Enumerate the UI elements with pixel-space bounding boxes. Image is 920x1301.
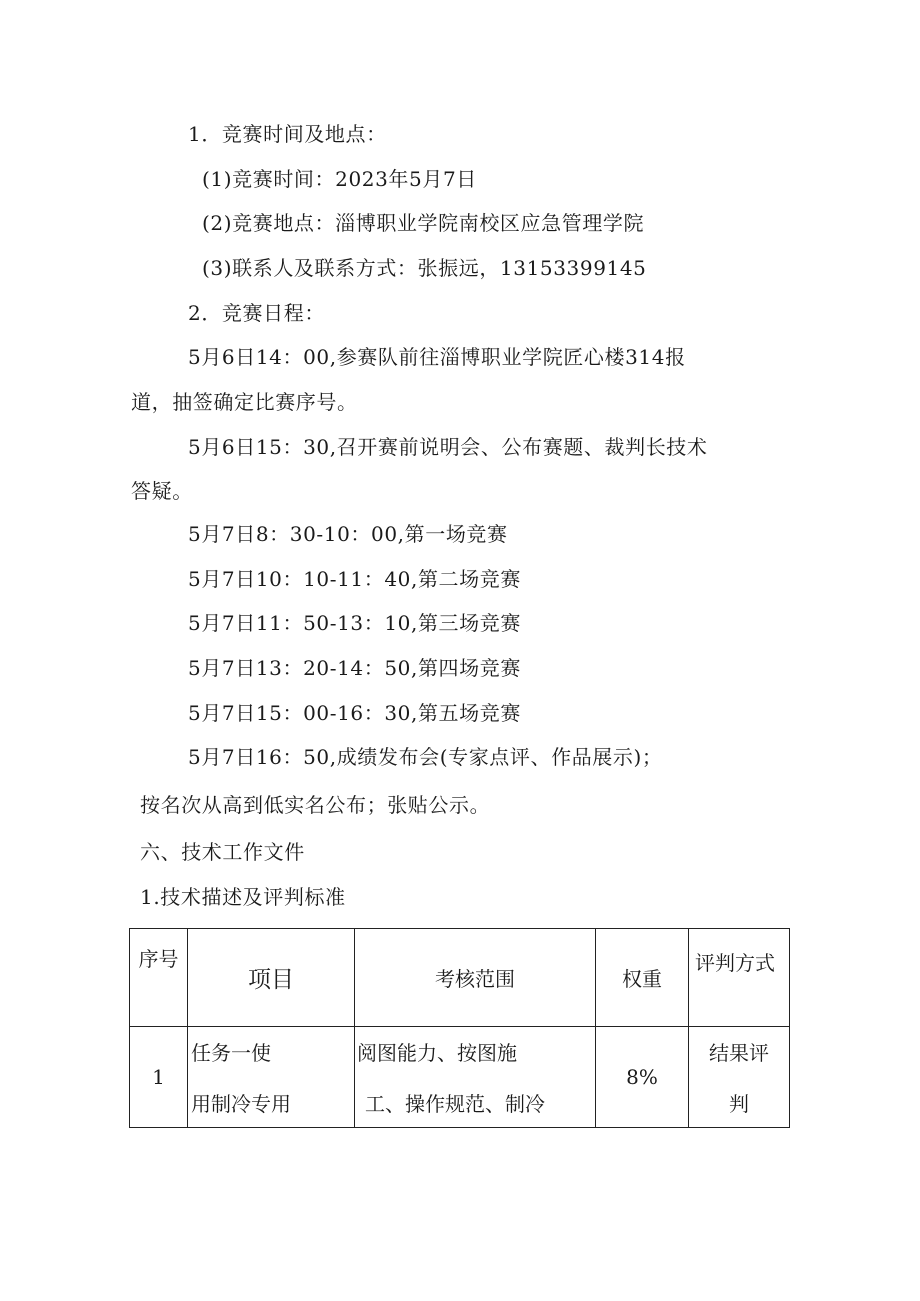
cell-weight: 8% [596, 1027, 689, 1128]
evaluation-criteria-table [129, 928, 790, 1128]
cell-item: 任务一使 用制冷专用 [188, 1027, 355, 1128]
schedule-item: 5月6日15：30,召开赛前说明会、公布赛题、裁判长技术 [188, 435, 708, 459]
competition-location: (2)竞赛地点：淄博职业学院南校区应急管理学院 [202, 211, 645, 235]
header-cell-item: 项目 [188, 929, 355, 1027]
cell-judge: 结果评 判 [689, 1027, 790, 1128]
schedule-item: 5月7日13：20-14：50,第四场竞赛 [188, 656, 521, 680]
header-cell-weight: 权重 [596, 929, 689, 1027]
schedule-item: 5月7日11：50-13：10,第三场竞赛 [188, 611, 521, 635]
contact-info: (3)联系人及联系方式：张振远，13153399145 [202, 256, 647, 280]
schedule-item-continuation: 道，抽签确定比赛序号。 [131, 390, 358, 414]
announcement-note: 按名次从高到低实名公布；张贴公示。 [140, 793, 491, 817]
schedule-item: 5月7日8：30-10：00,第一场竞赛 [188, 522, 508, 546]
schedule-item: 5月7日10：10-11：40,第二场竞赛 [188, 567, 521, 591]
schedule-item-continuation: 答疑。 [131, 479, 193, 503]
competition-time: (1)竞赛时间：2023年5月7日 [202, 167, 477, 191]
schedule-item: 5月6日14：00,参赛队前往淄博职业学院匠心楼314报 [188, 345, 686, 369]
schedule-item: 5月7日16：50,成绩发布会(专家点评、作品展示)； [188, 745, 663, 769]
section-heading-time-location: 1．竞赛时间及地点： [188, 122, 387, 146]
cell-scope: 阅图能力、按图施 工、操作规范、制冷 [355, 1027, 596, 1128]
section-heading-technical-documents: 六、技术工作文件 [140, 840, 305, 864]
header-cell-scope: 考核范围 [355, 929, 596, 1027]
cell-seq: 1 [130, 1027, 188, 1128]
table-row [130, 1027, 790, 1128]
subsection-heading-technical-description: 1.技术描述及评判标准 [140, 885, 346, 909]
header-cell-judge: 评判方式 [689, 929, 790, 1027]
schedule-item: 5月7日15：00-16：30,第五场竞赛 [188, 701, 521, 725]
table-header-row [130, 929, 790, 1027]
section-heading-schedule: 2．竞赛日程： [188, 301, 325, 325]
header-cell-seq: 序号 [130, 929, 188, 1027]
